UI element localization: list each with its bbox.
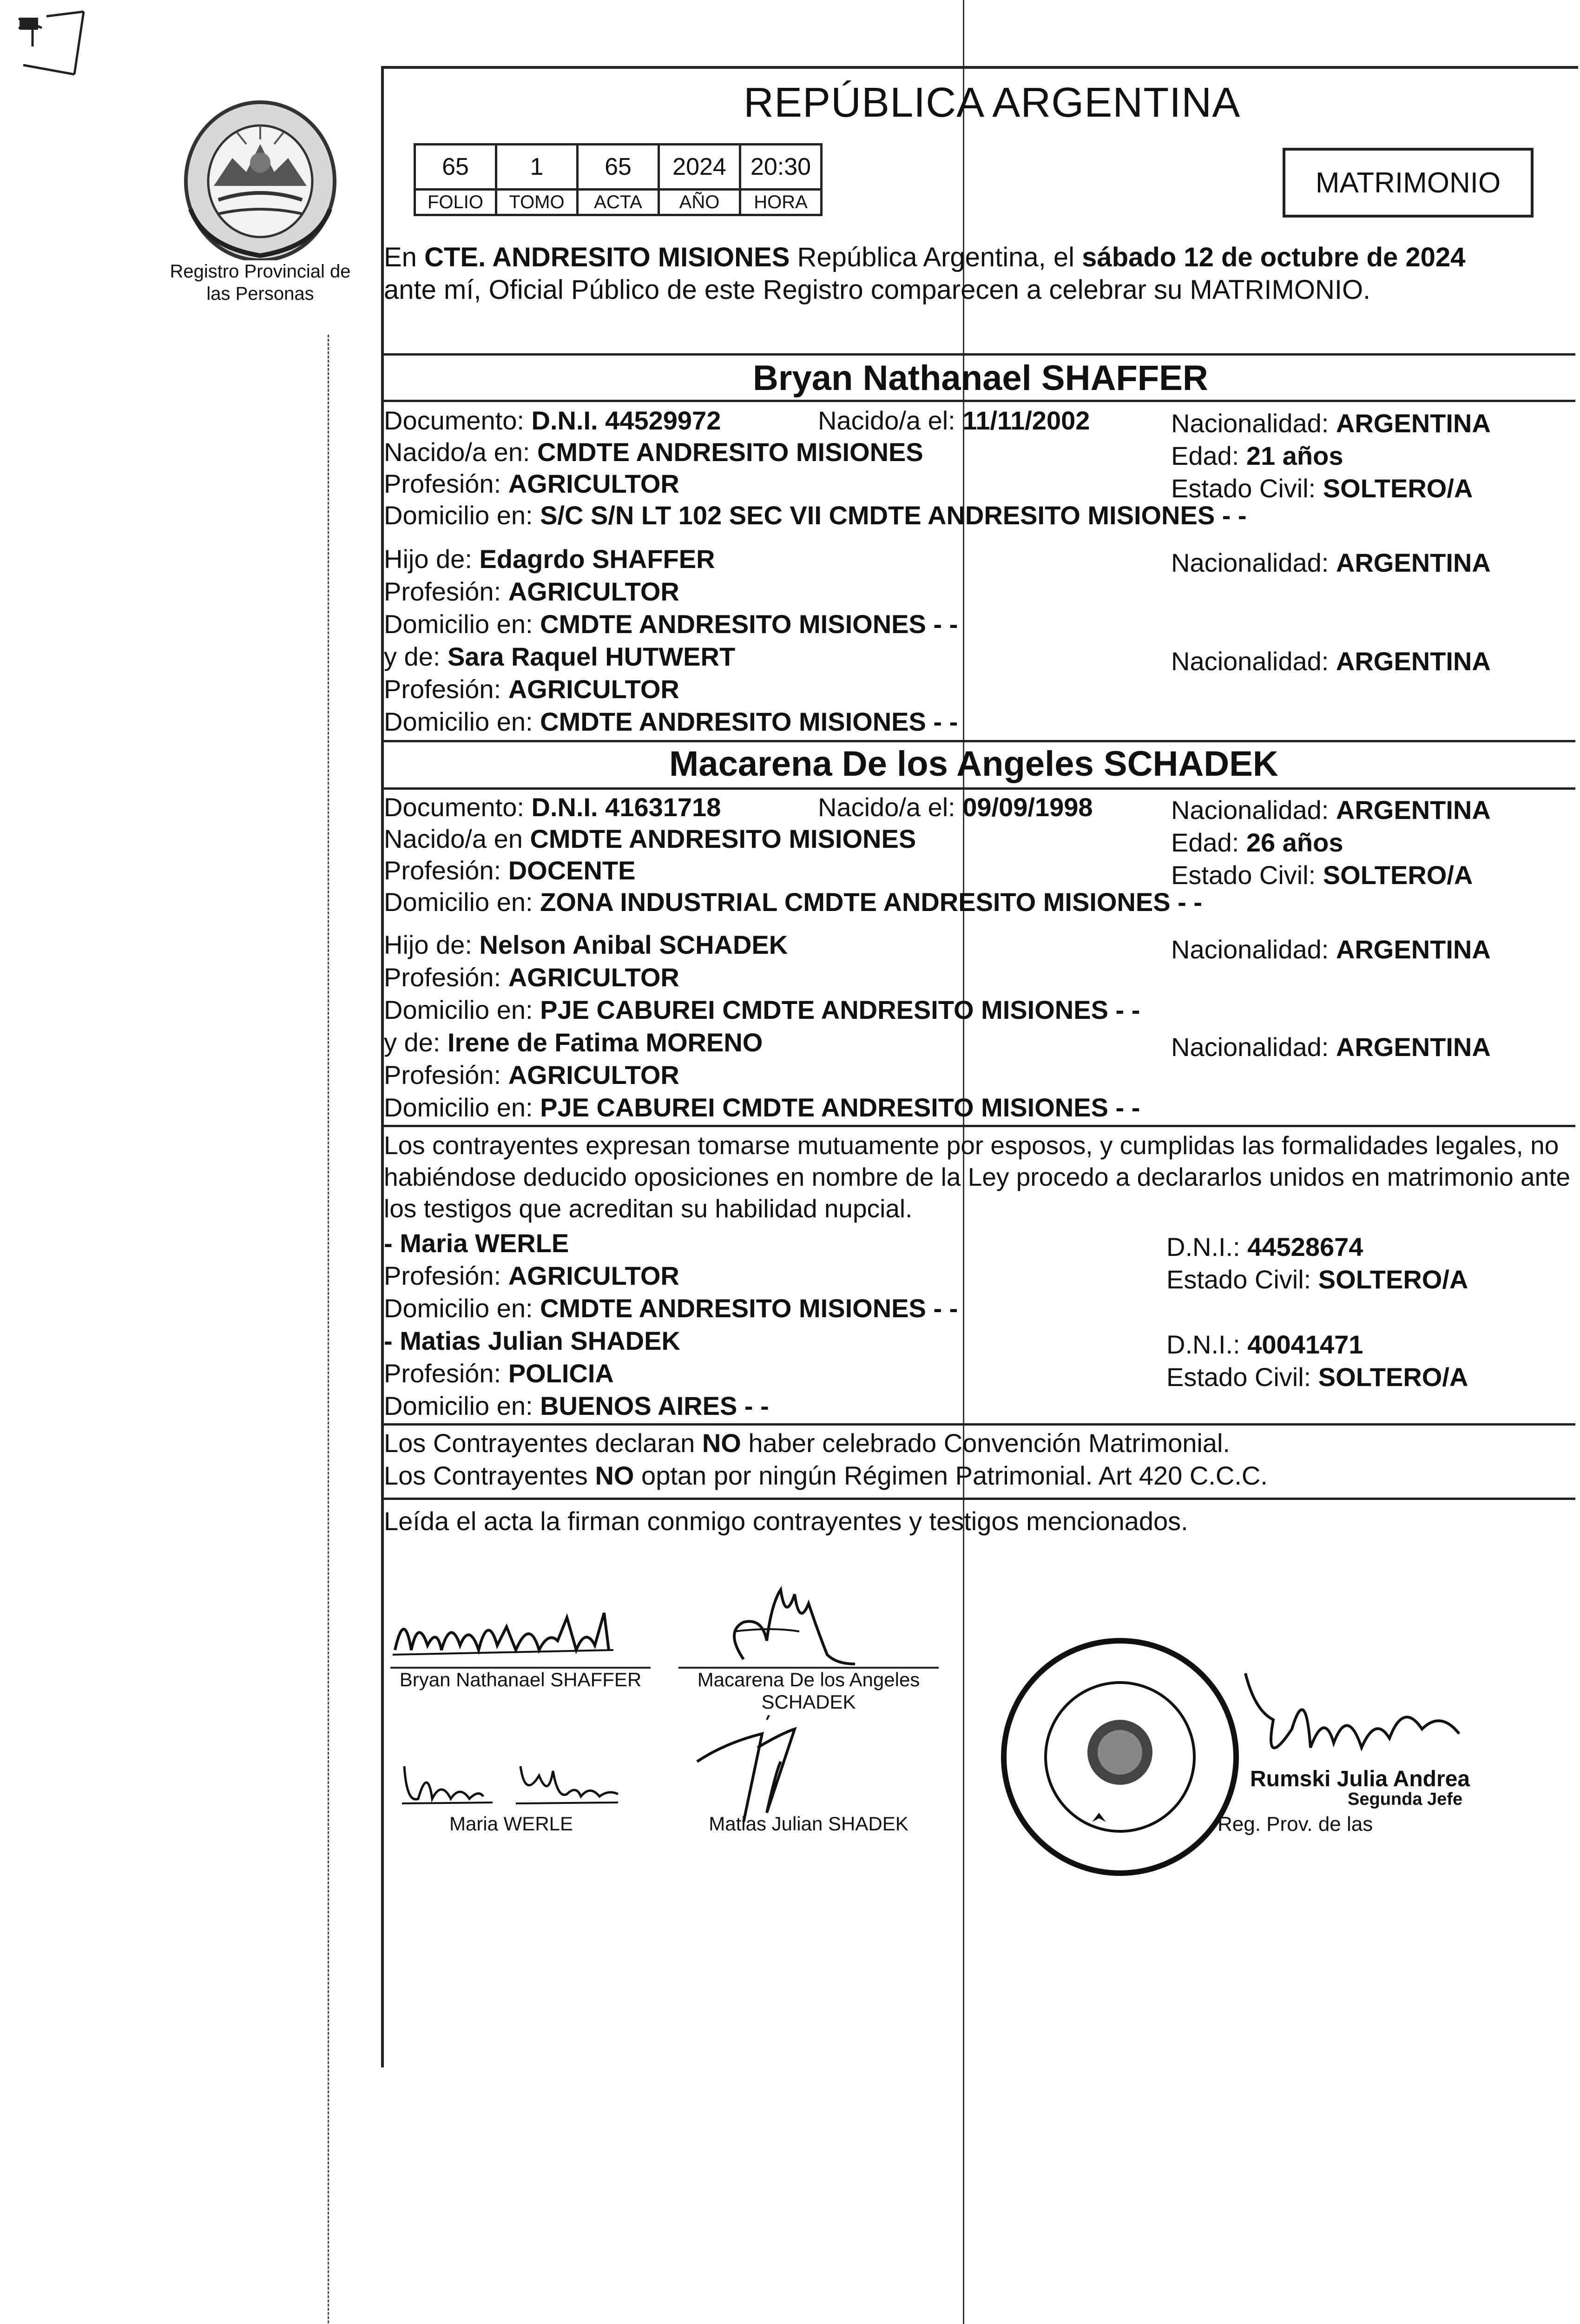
- section-rule: [381, 740, 1575, 742]
- label: Profesión:: [384, 1359, 508, 1388]
- emphasis: NO: [702, 1428, 741, 1458]
- bride-civil: [1171, 860, 1473, 890]
- value: ARGENTINA: [1336, 935, 1491, 964]
- label: Profesión:: [384, 1060, 508, 1089]
- value: 21 años: [1246, 441, 1343, 470]
- declaration-line-1: Los contrayentes expresan tomarse mutuamente por esposos, y cumplidas las formalidades legales, no: [384, 1131, 1559, 1160]
- value: ARGENTINA: [1336, 647, 1491, 676]
- regime-line-1: [384, 1428, 1230, 1458]
- emphasis: NO: [595, 1461, 634, 1490]
- bride-born: [818, 792, 1093, 822]
- act-type-box: MATRIMONIO: [1283, 148, 1534, 218]
- witness-1-dni: [1166, 1232, 1363, 1262]
- value: SOLTERO/A: [1318, 1265, 1468, 1294]
- bride-father-nat: [1171, 934, 1491, 964]
- label: D.N.I.:: [1166, 1232, 1248, 1261]
- registry-name: Registro Provincial de las Personas: [170, 261, 351, 304]
- value: Edagrdo SHAFFER: [479, 544, 715, 574]
- bride-nat: [1171, 795, 1491, 825]
- label: Nacionalidad:: [1171, 548, 1336, 577]
- country-title: REPÚBLICA ARGENTINA: [744, 79, 1241, 126]
- bride-mother: [384, 1027, 763, 1057]
- label: Estado Civil:: [1166, 1265, 1318, 1294]
- value: Sara Raquel HUTWERT: [447, 642, 736, 671]
- bride-father-prof: [384, 962, 679, 992]
- value: AGRICULTOR: [508, 469, 679, 498]
- witness-2-addr: [384, 1391, 769, 1421]
- label: Domicilio en:: [384, 995, 540, 1024]
- intro-line-1: [384, 242, 1465, 273]
- value: 26 años: [1246, 828, 1343, 857]
- ano-value: 2024: [659, 145, 740, 190]
- registry-seal: [999, 1636, 1241, 1878]
- intro-date: sábado 12 de octubre de 2024: [1082, 242, 1466, 272]
- intro-mid: República Argentina, el: [790, 242, 1082, 272]
- section-rule: [381, 1423, 1575, 1426]
- label: Nacionalidad:: [1171, 935, 1336, 964]
- label: Nacido/a el:: [818, 792, 963, 822]
- officer-office: Reg. Prov. de las: [1218, 1813, 1373, 1835]
- groom-father-nat: [1171, 548, 1491, 578]
- province-logo: [177, 93, 344, 260]
- value: D.N.I. 41631718: [531, 792, 721, 822]
- witness-2-civil: [1166, 1362, 1468, 1392]
- ano-label: AÑO: [659, 190, 740, 215]
- label: Profesión:: [384, 674, 508, 704]
- bride-mother-addr: [384, 1092, 1140, 1122]
- label: Nacido/a en: [384, 824, 530, 853]
- value: BUENOS AIRES - -: [540, 1391, 769, 1420]
- label: Nacido/a el:: [818, 406, 963, 435]
- label: Domicilio en:: [384, 609, 540, 639]
- record-table: [414, 143, 823, 216]
- intro-line-2: ante mí, Oficial Público de este Registro comparecen a celebrar su MATRIMONIO.: [384, 275, 1371, 305]
- label: Profesión:: [384, 469, 508, 498]
- bride-addr: [384, 887, 1202, 917]
- text: Los Contrayentes declaran: [384, 1428, 702, 1458]
- bride-sig-caption-2: SCHADEK: [761, 1691, 856, 1713]
- groom-doc: [384, 405, 721, 436]
- label: Profesión:: [384, 577, 508, 606]
- value: SOLTERO/A: [1323, 474, 1473, 503]
- value: POLICIA: [508, 1359, 614, 1388]
- corner-mark: [14, 9, 88, 81]
- label: y de:: [384, 642, 448, 671]
- bride-name: Macarena De los Angeles SCHADEK: [669, 744, 1278, 784]
- bride-sig-caption-1: Macarena De los Angeles: [697, 1669, 920, 1690]
- label: Nacido/a en:: [384, 437, 537, 467]
- value: S/C S/N LT 102 SEC VII CMDTE ANDRESITO MISIONES - -: [540, 501, 1247, 530]
- value: AGRICULTOR: [508, 577, 679, 606]
- value: ARGENTINA: [1336, 1032, 1491, 1062]
- label: Domicilio en:: [384, 1294, 540, 1323]
- groom-addr: [384, 500, 1247, 530]
- acta-label: ACTA: [578, 190, 659, 215]
- value: ARGENTINA: [1336, 409, 1491, 438]
- groom-born: [818, 405, 1090, 436]
- bride-signature: [716, 1576, 864, 1671]
- value: ARGENTINA: [1336, 795, 1491, 825]
- value: ZONA INDUSTRIAL CMDTE ANDRESITO MISIONES - -: [540, 887, 1203, 917]
- label: y de:: [384, 1028, 448, 1057]
- label: Hijo de:: [384, 930, 480, 959]
- label: Estado Civil:: [1171, 860, 1323, 890]
- groom-prof: [384, 469, 679, 499]
- value: CMDTE ANDRESITO MISIONES - -: [540, 707, 958, 736]
- groom-mother-addr: [384, 706, 958, 737]
- value: CMDTE ANDRESITO MISIONES: [530, 824, 916, 853]
- value: AGRICULTOR: [508, 1261, 679, 1290]
- margin-dash-line: [328, 335, 329, 2324]
- value: AGRICULTOR: [508, 674, 679, 704]
- label: Domicilio en:: [384, 1391, 540, 1420]
- groom-father-addr: [384, 609, 958, 639]
- witness-1-prof: [384, 1261, 679, 1291]
- groom-father-prof: [384, 576, 679, 607]
- witness-1-addr: [384, 1293, 958, 1323]
- value: ARGENTINA: [1336, 548, 1491, 577]
- groom-name: Bryan Nathanael SHAFFER: [753, 358, 1208, 398]
- bride-doc: [384, 792, 721, 822]
- groom-sig-caption: Bryan Nathanael SHAFFER: [399, 1669, 642, 1690]
- witness1-sig-caption: Maria WERLE: [449, 1813, 573, 1835]
- value: PJE CABUREI CMDTE ANDRESITO MISIONES - -: [540, 1093, 1140, 1122]
- label: Nacionalidad:: [1171, 795, 1336, 825]
- witness2-sig-caption: Matias Julian SHADEK: [709, 1813, 908, 1835]
- bride-father-addr: [384, 995, 1140, 1025]
- bride-birthplace: [384, 824, 916, 854]
- value: CMDTE ANDRESITO MISIONES: [537, 437, 923, 467]
- label: Nacionalidad:: [1171, 409, 1336, 438]
- section-rule: [381, 400, 1575, 402]
- acta-value: 65: [578, 145, 659, 190]
- text: Los Contrayentes: [384, 1461, 595, 1490]
- officer-name: Rumski Julia Andrea: [1250, 1767, 1470, 1791]
- label: Domicilio en:: [384, 501, 540, 530]
- label: Hijo de:: [384, 544, 480, 574]
- value: 09/09/1998: [962, 792, 1093, 822]
- value: SOLTERO/A: [1323, 860, 1473, 890]
- value: DOCENTE: [508, 856, 636, 885]
- closing-text: Leída el acta la firman conmigo contrayentes y testigos mencionados.: [384, 1506, 1188, 1536]
- value: SOLTERO/A: [1318, 1362, 1468, 1392]
- witness-2-dni: [1166, 1329, 1363, 1360]
- label: Nacionalidad:: [1171, 1032, 1336, 1062]
- label: Edad:: [1171, 441, 1246, 470]
- label: Estado Civil:: [1171, 474, 1323, 503]
- text: optan por ningún Régimen Patrimonial. Art 420 C.C.C.: [634, 1461, 1268, 1490]
- label: Domicilio en:: [384, 887, 540, 917]
- value: CMDTE ANDRESITO MISIONES - -: [540, 1294, 958, 1323]
- tomo-value: 1: [496, 145, 578, 190]
- groom-mother: [384, 641, 735, 672]
- declaration-line-3: los testigos que acreditan su habilidad nupcial.: [384, 1194, 913, 1223]
- text: haber celebrado Convención Matrimonial.: [741, 1428, 1230, 1458]
- label: Edad:: [1171, 828, 1246, 857]
- groom-mother-prof: [384, 674, 679, 704]
- bride-prof: [384, 855, 636, 885]
- bride-age: [1171, 827, 1343, 858]
- section-rule: [381, 1498, 1575, 1500]
- witness-1-name: - Maria WERLE: [384, 1228, 569, 1258]
- groom-age: [1171, 441, 1343, 471]
- value: 40041471: [1247, 1330, 1363, 1359]
- groom-signature: [390, 1599, 651, 1666]
- regime-line-2: [384, 1460, 1268, 1491]
- bride-mother-nat: [1171, 1032, 1491, 1062]
- value: CMDTE ANDRESITO MISIONES - -: [540, 609, 958, 639]
- declaration-line-2: habiéndose deducido oposiciones en nombre de la Ley procedo a declararlos unidos en matrimonio ante: [384, 1162, 1571, 1191]
- label: Estado Civil:: [1166, 1362, 1318, 1392]
- groom-nat: [1171, 408, 1491, 438]
- value: 11/11/2002: [962, 406, 1090, 435]
- groom-civil: [1171, 473, 1473, 503]
- section-rule: [381, 1125, 1575, 1127]
- bride-mother-prof: [384, 1060, 679, 1090]
- label: Profesión:: [384, 963, 508, 992]
- section-rule: [381, 353, 1575, 356]
- label: Documento:: [384, 406, 532, 435]
- hora-value: 20:30: [740, 145, 822, 190]
- witness1-signature: [400, 1757, 623, 1815]
- hora-label: HORA: [740, 190, 822, 215]
- value: AGRICULTOR: [508, 963, 679, 992]
- officer-title: Segunda Jefe: [1348, 1789, 1463, 1809]
- witness-2-prof: [384, 1358, 614, 1388]
- label: Nacionalidad:: [1171, 647, 1336, 676]
- witness-1-civil: [1166, 1264, 1468, 1294]
- bride-father: [384, 930, 788, 960]
- label: Documento:: [384, 792, 532, 822]
- tomo-label: TOMO: [496, 190, 578, 215]
- folio-value: 65: [415, 145, 496, 190]
- value: AGRICULTOR: [508, 1060, 679, 1089]
- label: Profesión:: [384, 1261, 508, 1290]
- value: Nelson Anibal SCHADEK: [479, 930, 788, 959]
- folio-label: FOLIO: [415, 190, 496, 215]
- intro-pre: En: [384, 242, 425, 272]
- groom-mother-nat: [1171, 646, 1491, 676]
- groom-birthplace: [384, 437, 923, 467]
- value: D.N.I. 44529972: [531, 406, 721, 435]
- witness-2-name: - Matias Julian SHADEK: [384, 1326, 680, 1355]
- value: Irene de Fatima MORENO: [447, 1028, 763, 1057]
- label: Domicilio en:: [384, 1093, 540, 1122]
- section-rule: [381, 787, 1575, 790]
- label: Domicilio en:: [384, 707, 540, 736]
- label: D.N.I.:: [1166, 1330, 1248, 1359]
- label: Profesión:: [384, 856, 508, 885]
- intro-place: CTE. ANDRESITO MISIONES: [424, 242, 790, 272]
- value: 44528674: [1247, 1232, 1363, 1261]
- value: PJE CABUREI CMDTE ANDRESITO MISIONES - -: [540, 995, 1140, 1024]
- witness2-signature: [688, 1715, 836, 1829]
- groom-father: [384, 544, 715, 574]
